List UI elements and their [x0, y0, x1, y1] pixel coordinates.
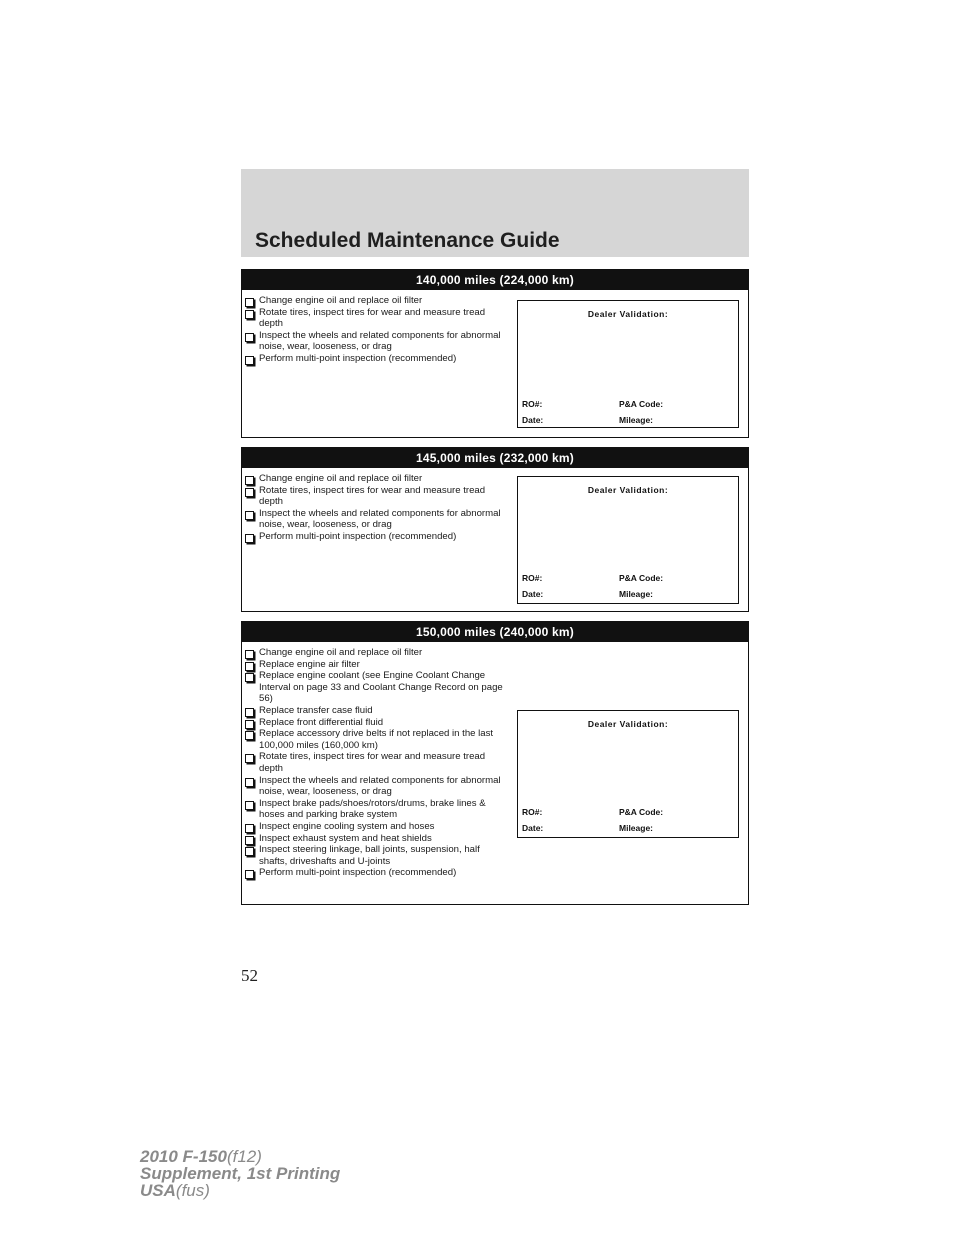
page-title: Scheduled Maintenance Guide — [255, 229, 560, 252]
footer-region: USA — [140, 1181, 176, 1200]
ro-label: RO#: — [522, 807, 543, 817]
list-item: Rotate tires, inspect tires for wear and measure tread depth — [246, 485, 508, 508]
mileage-label: Mileage: — [619, 589, 654, 599]
list-item: Change engine oil and replace oil filter — [246, 295, 508, 307]
dealer-validation-box — [517, 476, 739, 604]
dealer-validation-box — [517, 300, 739, 428]
pa-code-label: P&A Code: — [619, 399, 664, 409]
list-item: Rotate tires, inspect tires for wear and measure tread depth — [246, 751, 508, 774]
list-item: Replace transfer case fluid — [246, 705, 508, 717]
section-title: 145,000 miles (232,000 km) — [242, 448, 748, 468]
checkbox[interactable] — [245, 310, 254, 319]
checkbox[interactable] — [245, 778, 254, 787]
list-item: Inspect the wheels and related components for abnormal noise, wear, looseness, or drag — [246, 508, 508, 531]
list-item: Inspect the wheels and related components for abnormal noise, wear, looseness, or drag — [246, 330, 508, 353]
ro-label: RO#: — [522, 573, 543, 583]
date-label: Date: — [522, 589, 544, 599]
checkbox[interactable] — [245, 673, 254, 682]
footer-printing: Supplement, 1st Printing — [140, 1164, 341, 1183]
checklist — [246, 295, 508, 365]
ro-label: RO#: — [522, 399, 543, 409]
list-item: Perform multi-point inspection (recommended) — [246, 353, 508, 365]
validation-title: Dealer Validation: — [587, 719, 669, 729]
checkbox[interactable] — [245, 754, 254, 763]
list-item: Inspect brake pads/shoes/rotors/drums, brake lines & hoses and parking brake system — [246, 798, 508, 821]
footer-region-code: (fus) — [175, 1181, 210, 1200]
checklist — [246, 647, 508, 879]
checkbox[interactable] — [245, 801, 254, 810]
header-band — [241, 169, 749, 257]
list-item: Change engine oil and replace oil filter — [246, 647, 508, 659]
list-item: Replace front differential fluid — [246, 717, 508, 729]
list-item: Replace engine air filter — [246, 659, 508, 671]
checkbox[interactable] — [245, 847, 254, 856]
footer-model: 2010 F-150 — [140, 1147, 227, 1166]
checkbox[interactable] — [245, 534, 254, 543]
maintenance-section-140000 — [241, 269, 749, 438]
pa-code-label: P&A Code: — [619, 573, 664, 583]
checkbox[interactable] — [245, 511, 254, 520]
validation-title: Dealer Validation: — [587, 309, 669, 319]
list-item: Change engine oil and replace oil filter — [246, 473, 508, 485]
list-item: Inspect engine cooling system and hoses — [246, 821, 508, 833]
date-label: Date: — [522, 823, 544, 833]
checkbox[interactable] — [245, 870, 254, 879]
checkbox[interactable] — [245, 731, 254, 740]
page-number: 52 — [241, 966, 258, 985]
list-item: Replace accessory drive belts if not replaced in the last 100,000 miles (160,000 km) — [246, 728, 508, 751]
checklist — [246, 473, 508, 543]
checkbox[interactable] — [245, 333, 254, 342]
list-item: Inspect exhaust system and heat shields — [246, 833, 508, 845]
footer-print-info — [140, 1148, 340, 1199]
validation-title: Dealer Validation: — [587, 485, 669, 495]
section-title: 140,000 miles (224,000 km) — [242, 270, 748, 290]
list-item: Inspect the wheels and related components for abnormal noise, wear, looseness, or drag — [246, 775, 508, 798]
footer-model-code: (f12) — [226, 1147, 262, 1166]
mileage-label: Mileage: — [619, 823, 654, 833]
list-item: Rotate tires, inspect tires for wear and measure tread depth — [246, 307, 508, 330]
date-label: Date: — [522, 415, 544, 425]
pa-code-label: P&A Code: — [619, 807, 664, 817]
list-item: Inspect steering linkage, ball joints, suspension, half shafts, driveshafts and U-joints — [246, 844, 508, 867]
dealer-validation-box — [517, 710, 739, 838]
maintenance-section-145000 — [241, 447, 749, 612]
checkbox[interactable] — [245, 488, 254, 497]
maintenance-section-150000 — [241, 621, 749, 905]
section-title: 150,000 miles (240,000 km) — [242, 622, 748, 642]
list-item: Replace engine coolant (see Engine Coolant Change Interval on page 33 and Coolant Change Record on page 56) — [246, 670, 508, 705]
mileage-label: Mileage: — [619, 415, 654, 425]
checkbox[interactable] — [245, 356, 254, 365]
list-item: Perform multi-point inspection (recommended) — [246, 867, 508, 879]
list-item: Perform multi-point inspection (recommended) — [246, 531, 508, 543]
